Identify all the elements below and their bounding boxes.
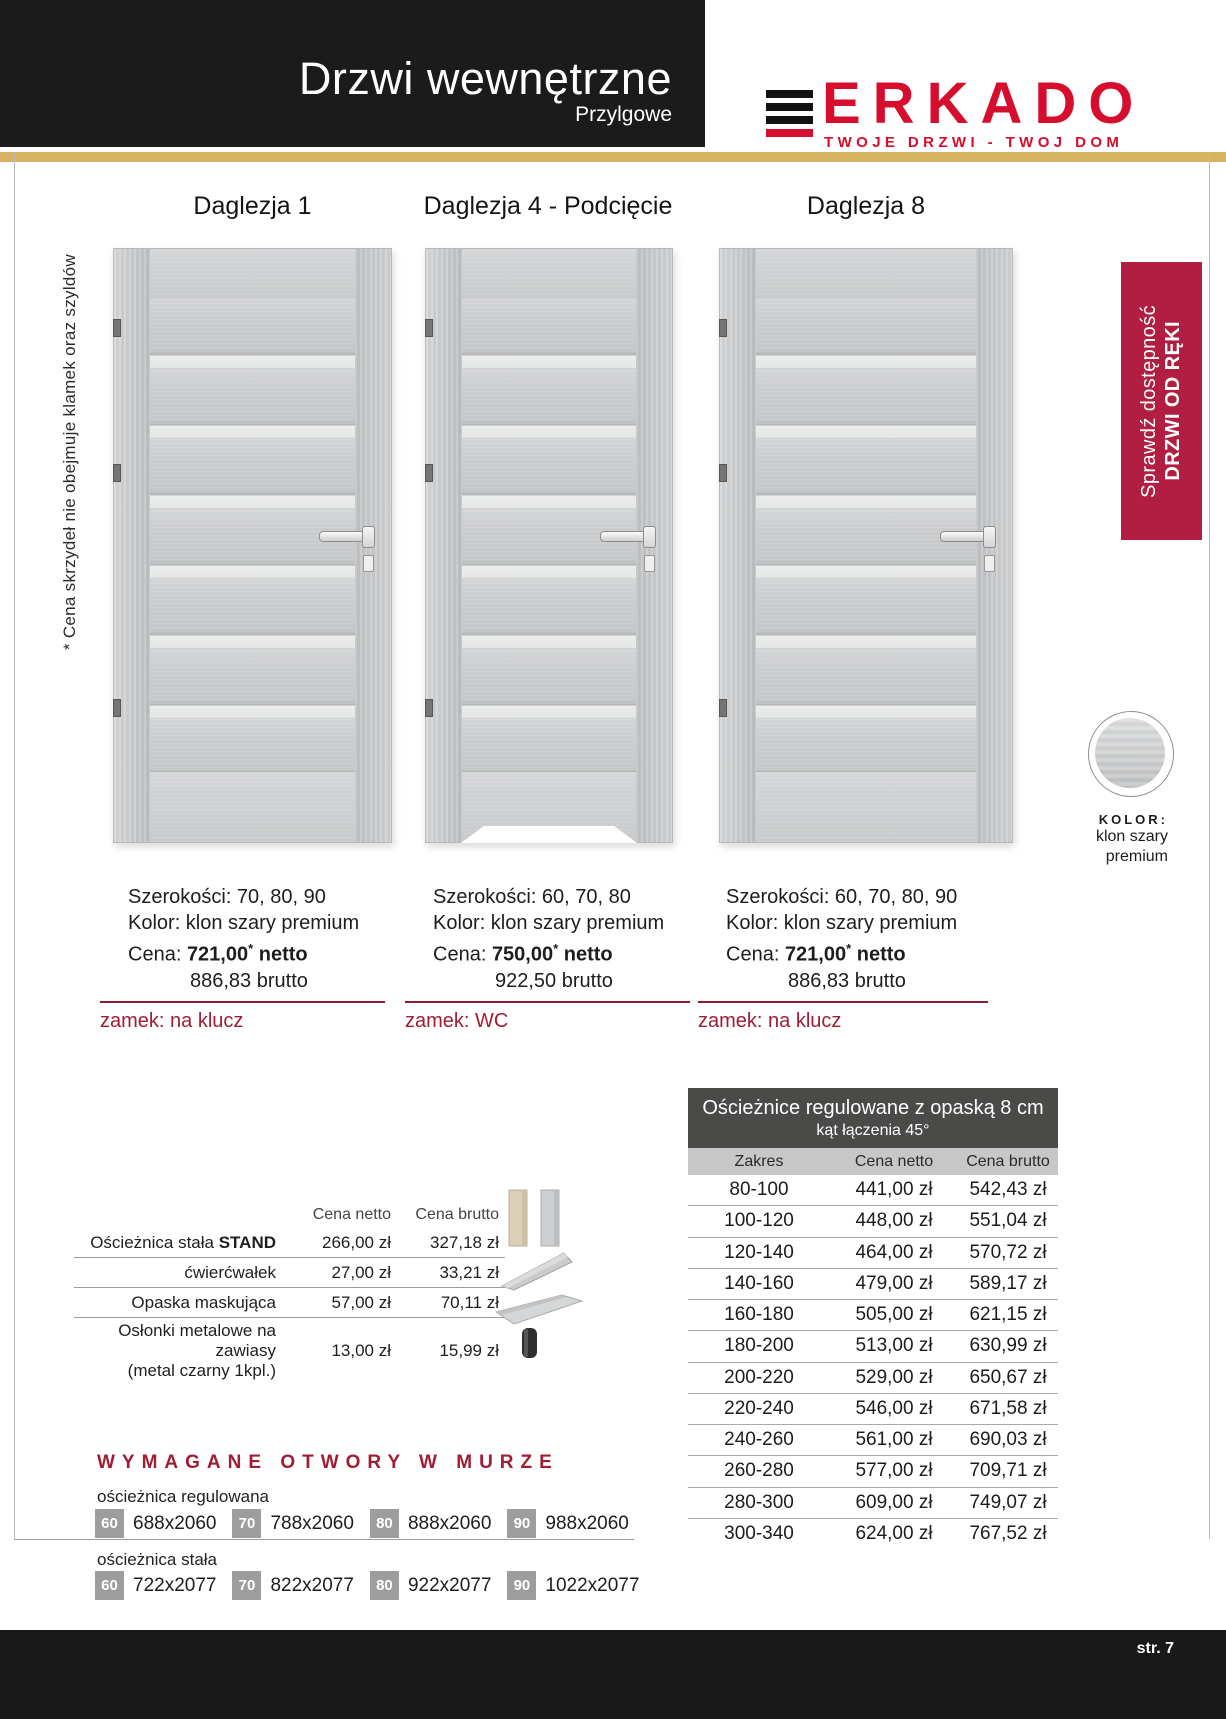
table-row: 200-220 529,00 zł 650,67 zł [688, 1363, 1058, 1394]
door-title-daglezja-8: Daglezja 8 [806, 192, 926, 220]
color-line: Kolor: klon szary premium [433, 912, 665, 934]
color-swatch-texture [1095, 718, 1165, 788]
openings-row-regulowana [95, 1509, 629, 1538]
size-badge: 80 [370, 1509, 399, 1538]
right-frame-line [1209, 152, 1210, 1539]
logo-bar [766, 103, 813, 111]
door-texture [426, 249, 463, 842]
size-badge: 70 [232, 1571, 261, 1600]
table-row: 80-100 441,00 zł 542,43 zł [688, 1175, 1058, 1206]
logo-bar-red [766, 129, 813, 137]
opening-item [95, 1509, 216, 1538]
availability-banner [1121, 262, 1202, 540]
door-title-daglezja-1: Daglezja 1 [193, 192, 312, 220]
price-line: Cena: 721,00* netto [726, 941, 906, 966]
header-bar [0, 0, 705, 147]
swatch-label: KOLOR: [1098, 812, 1168, 827]
table-row: 240-260 561,00 zł 690,03 zł [688, 1425, 1058, 1456]
footer-bar [0, 1630, 1226, 1719]
color-swatch [1088, 711, 1174, 797]
opening-item [232, 1509, 353, 1538]
dimension-label: 788x2060 [270, 1512, 354, 1534]
door-title-daglezja-4: Daglezja 4 - Podcięcie [423, 192, 673, 220]
hinge-icon [113, 699, 121, 717]
frames-table-header [688, 1088, 1058, 1148]
logo-bar [766, 116, 813, 124]
brutto-line: 886,83 brutto [788, 969, 906, 992]
lock-line: zamek: na klucz [698, 1009, 842, 1032]
table-row: 160-180 505,00 zł 621,15 zł [688, 1300, 1058, 1331]
brand-tagline: TWOJE DRZWI - TWOJ DOM [824, 134, 1124, 151]
frames-table-title: Ościeżnice regulowane z opaską 8 cm [702, 1096, 1044, 1119]
group-label-stala: ościeżnica stała [97, 1550, 218, 1569]
table-row: 140-160 479,00 zł 589,17 zł [688, 1269, 1058, 1300]
dimension-label: 922x2077 [407, 1574, 492, 1596]
size-badge: 60 [95, 1509, 124, 1538]
door-image-daglezja-1 [113, 248, 392, 843]
door-texture [114, 249, 151, 842]
hinge-icon [113, 319, 121, 337]
door-texture [720, 249, 757, 842]
size-badge: 90 [507, 1509, 536, 1538]
widths-line: Szerokości: 60, 70, 80 [433, 886, 631, 908]
dimension-label: 988x2060 [545, 1512, 629, 1534]
hinge-icon [425, 464, 433, 482]
price-line: Cena: 721,00* netto [128, 941, 308, 966]
widths-line: Szerokości: 70, 80, 90 [128, 886, 326, 908]
handle-rosette [643, 526, 656, 548]
accessories-table [74, 1202, 505, 1384]
keyhole-plate [644, 555, 655, 572]
door-texture [150, 249, 355, 300]
color-line: Kolor: klon szary premium [128, 912, 360, 934]
lock-line: zamek: WC [405, 1009, 509, 1032]
brand-logo [766, 71, 1146, 156]
door-handle-icon [316, 529, 378, 573]
door-handle-icon [937, 529, 999, 573]
page-subtitle: Przylgowe [575, 103, 672, 126]
opening-item [370, 1571, 491, 1600]
table-row: 300-340 624,00 zł 767,52 zł [724, 1522, 1047, 1544]
accessories-row: Osłonki metalowe na zawiasy (metal czarny 1kpl.) 13,00 zł 15,99 zł [118, 1321, 499, 1380]
divider-rule [698, 1001, 988, 1003]
door-image-daglezja-8 [719, 248, 1013, 843]
frames-table-columns [688, 1148, 1058, 1175]
door-texture [756, 249, 976, 300]
hinge-icon [425, 699, 433, 717]
divider-rule [405, 1001, 690, 1003]
logo-bars-icon [766, 90, 813, 137]
door-texture [150, 771, 355, 842]
product-specs-daglezja-1 [100, 884, 385, 1034]
opening-item [232, 1571, 353, 1600]
hinge-cover-thumbnail [518, 1326, 542, 1365]
door-handle-icon [597, 529, 659, 573]
brutto-line: 922,50 brutto [495, 969, 613, 992]
col-zakres: Zakres [734, 1152, 784, 1170]
divider-rule [100, 1001, 385, 1003]
frames-table-body [688, 1175, 1058, 1549]
price-line: Cena: 750,00* netto [433, 941, 613, 966]
side-note: * Cena skrzydeł nie obejmuje klamek oraz szyldów [60, 253, 79, 651]
dimension-label: 1022x2077 [545, 1574, 640, 1596]
color-swatch-caption [1028, 812, 1168, 867]
banner-line-2: DRZWI OD RĘKI [1162, 321, 1184, 481]
col-cena-netto: Cena netto [854, 1152, 934, 1170]
openings-row-stala [95, 1571, 639, 1600]
product-specs-daglezja-8 [698, 884, 988, 1034]
door-texture [462, 249, 636, 300]
handle-rosette [983, 526, 996, 548]
frames-table [688, 1088, 1058, 1549]
size-badge: 80 [370, 1571, 399, 1600]
hinge-icon [719, 464, 727, 482]
swatch-name-line-2: premium [1105, 848, 1168, 865]
dimension-label: 822x2077 [270, 1574, 354, 1596]
opening-item [507, 1509, 628, 1538]
wall-openings-title: WYMAGANE OTWORY W MURZE [97, 1452, 559, 1473]
bottom-frame-line [14, 1539, 634, 1540]
hinge-icon [719, 699, 727, 717]
size-badge: 60 [95, 1571, 124, 1600]
size-badge: 90 [507, 1571, 536, 1600]
hinge-icon [719, 319, 727, 337]
logo-bar [766, 90, 813, 98]
opening-item [507, 1571, 639, 1600]
dimension-label: 688x2060 [133, 1512, 217, 1534]
opening-item [370, 1509, 491, 1538]
table-row: 280-300 609,00 zł 749,07 zł [688, 1488, 1058, 1519]
quarter-round-thumbnail [498, 1250, 578, 1297]
product-specs-daglezja-4 [405, 884, 690, 1034]
table-row: 180-200 513,00 zł 630,99 zł [688, 1331, 1058, 1362]
col-cena-brutto: Cena brutto [966, 1152, 1050, 1170]
col-cena-netto: Cena netto [312, 1206, 391, 1223]
swatch-name-line-1: klon szary [1095, 828, 1168, 845]
hinge-icon [113, 464, 121, 482]
brand-name: ERKADO [822, 71, 1146, 136]
undercut-notch [461, 826, 637, 843]
table-row: 120-140 464,00 zł 570,72 zł [688, 1238, 1058, 1269]
page-number: str. 7 [1136, 1640, 1174, 1657]
widths-line: Szerokości: 60, 70, 80, 90 [726, 886, 958, 908]
table-row: 220-240 546,00 zł 671,58 zł [688, 1394, 1058, 1425]
banner-line-1: Sprawdź dostępność [1138, 304, 1160, 498]
handle-rosette [362, 526, 375, 548]
door-texture [756, 771, 976, 842]
page-title: Drzwi wewnętrzne [298, 53, 672, 104]
size-badge: 70 [232, 1509, 261, 1538]
frame-profile-thumbnail [506, 1188, 568, 1253]
brutto-line: 886,83 brutto [190, 969, 308, 992]
col-cena-brutto: Cena brutto [415, 1206, 499, 1223]
group-label-regulowana: ościeżnica regulowana [97, 1487, 269, 1506]
hinge-icon [425, 319, 433, 337]
lock-line: zamek: na klucz [100, 1009, 244, 1032]
dimension-label: 888x2060 [407, 1512, 492, 1534]
dimension-label: 722x2077 [133, 1574, 217, 1596]
door-image-daglezja-4 [425, 248, 673, 843]
accessories-header-row [74, 1202, 505, 1228]
accessories-row: ćwierćwałek 27,00 zł 33,21 zł [74, 1258, 505, 1288]
frames-table-subtitle: kąt łączenia 45° [816, 1121, 930, 1139]
accessories-row: Ościeżnica stała STAND 266,00 zł 327,18 zł [74, 1228, 505, 1258]
table-row: 100-120 448,00 zł 551,04 zł [688, 1206, 1058, 1237]
opening-item [95, 1571, 216, 1600]
left-frame-line [14, 152, 15, 1539]
color-line: Kolor: klon szary premium [726, 912, 958, 934]
gold-divider [0, 152, 1226, 162]
keyhole-plate [984, 555, 995, 572]
keyhole-plate [363, 555, 374, 572]
table-row: 260-280 577,00 zł 709,71 zł [688, 1456, 1058, 1487]
accessories-row: Opaska maskująca 57,00 zł 70,11 zł [74, 1288, 505, 1318]
